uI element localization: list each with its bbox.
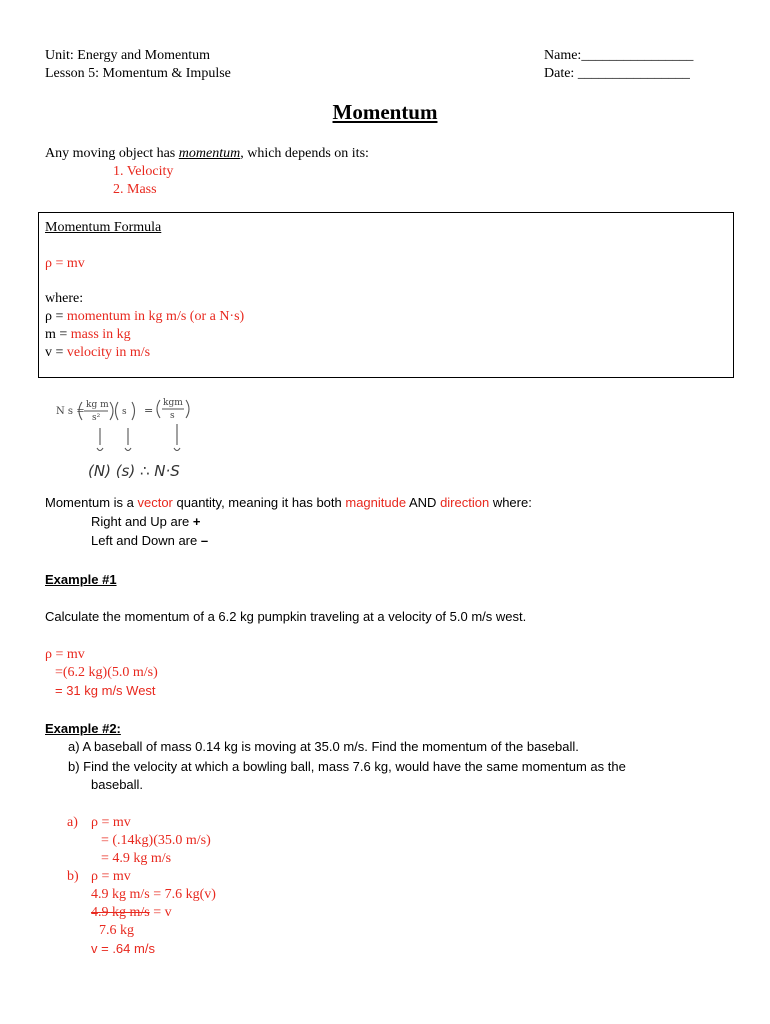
vector-p2: quantity, meaning it has both [172, 495, 346, 510]
left-down-line [91, 532, 208, 550]
example1-question: Calculate the momentum of a 6.2 kg pumpkin traveling at a velocity of 5.0 m/s west. [45, 609, 527, 624]
intro-pre: Any moving object has [45, 146, 179, 161]
page-title: Momentum [332, 100, 438, 124]
formula-main: ρ = mv [45, 256, 85, 271]
answer-b-line-4: 7.6 kg [99, 923, 134, 938]
answer-b-label: b) [67, 869, 79, 884]
date-field: Date: ________________ [544, 66, 690, 81]
answer-b-line-5: v = .64 m/s [91, 941, 155, 956]
sketch-den1: s² [92, 413, 101, 423]
answer-a-line-3: = 4.9 kg m/s [101, 851, 172, 866]
answer-b-line-2: 4.9 kg m/s = 7.6 kg(v) [91, 887, 216, 902]
minus-sign: – [200, 533, 209, 548]
sketch-num1: kg m [86, 400, 109, 410]
sketch-lhs: N s = [56, 406, 85, 417]
answer-b-line-3 [91, 904, 172, 922]
intro-sentence [45, 145, 369, 163]
paren-right-1 [110, 402, 113, 420]
vector-word: vector [137, 495, 173, 510]
paren-left-3 [157, 400, 160, 418]
paren-right-3 [186, 400, 189, 418]
answer-a-label: a) [67, 815, 78, 830]
intro-item-velocity: 1. Velocity [113, 164, 174, 179]
intro-post: , which depends on its: [240, 146, 369, 161]
lesson-label: Lesson 5: Momentum & Impulse [45, 66, 231, 81]
left-down-text: Left and Down are [91, 533, 201, 548]
right-up-line [91, 513, 201, 531]
vector-p1: Momentum is a [45, 495, 138, 510]
answer-b-line-1: ρ = mv [91, 869, 131, 884]
sketch-factor: s [122, 407, 127, 417]
def-symbol: ρ = [45, 309, 67, 324]
fraction-equals: = v [149, 905, 172, 920]
def-desc: velocity in m/s [66, 345, 151, 360]
example1-line-2: =(6.2 kg)(5.0 m/s) [55, 665, 158, 680]
formula-where: where: [45, 291, 84, 306]
sketch-labels: (N) (s) ∴ N·S [88, 462, 180, 480]
def-desc: momentum in kg m/s (or a N·s) [66, 309, 245, 324]
vector-sentence [45, 494, 532, 512]
answer-a-line-2: = (.14kg)(35.0 m/s) [101, 833, 211, 848]
unit-label: Unit: Energy and Momentum [45, 48, 210, 63]
def-symbol: m = [45, 327, 71, 342]
paren-right-2 [132, 402, 135, 420]
sketch-eq: = [144, 404, 154, 417]
intro-term: momentum [178, 146, 241, 161]
example1-heading: Example #1 [45, 572, 117, 587]
fraction-numerator: 4.9 kg m/s [91, 905, 150, 920]
magnitude-word: magnitude [345, 495, 407, 510]
paren-left-2 [116, 402, 119, 420]
formula-def-velocity [45, 344, 150, 362]
def-desc: mass in kg [70, 327, 131, 342]
sketch-den2: s [170, 411, 175, 421]
vector-p4: where: [489, 495, 532, 510]
def-symbol: v = [45, 345, 67, 360]
example1-line-3: = 31 kg m/s West [55, 683, 156, 698]
formula-def-momentum [45, 308, 244, 326]
example1-line-1: ρ = mv [45, 647, 85, 662]
right-up-text: Right and Up are [91, 514, 193, 529]
name-field: Name:________________ [544, 48, 694, 63]
units-sketch [52, 390, 232, 485]
sketch-num2: kgm [163, 398, 183, 408]
example2-question-a: a) A baseball of mass 0.14 kg is moving at 35.0 m/s. Find the momentum of the baseball. [68, 739, 579, 754]
intro-item-mass: 2. Mass [113, 182, 157, 197]
example2-question-b: b) Find the velocity at which a bowling ball, mass 7.6 kg, would have the same momentum as the [68, 759, 626, 774]
answer-a-line-1: ρ = mv [91, 815, 131, 830]
plus-sign: + [192, 514, 201, 529]
formula-heading: Momentum Formula [45, 220, 162, 235]
direction-word: direction [440, 495, 490, 510]
example2-heading: Example #2: [45, 721, 121, 736]
vector-p3: AND [406, 495, 441, 510]
example2-question-b-cont: baseball. [91, 777, 144, 792]
formula-def-mass [45, 326, 131, 344]
